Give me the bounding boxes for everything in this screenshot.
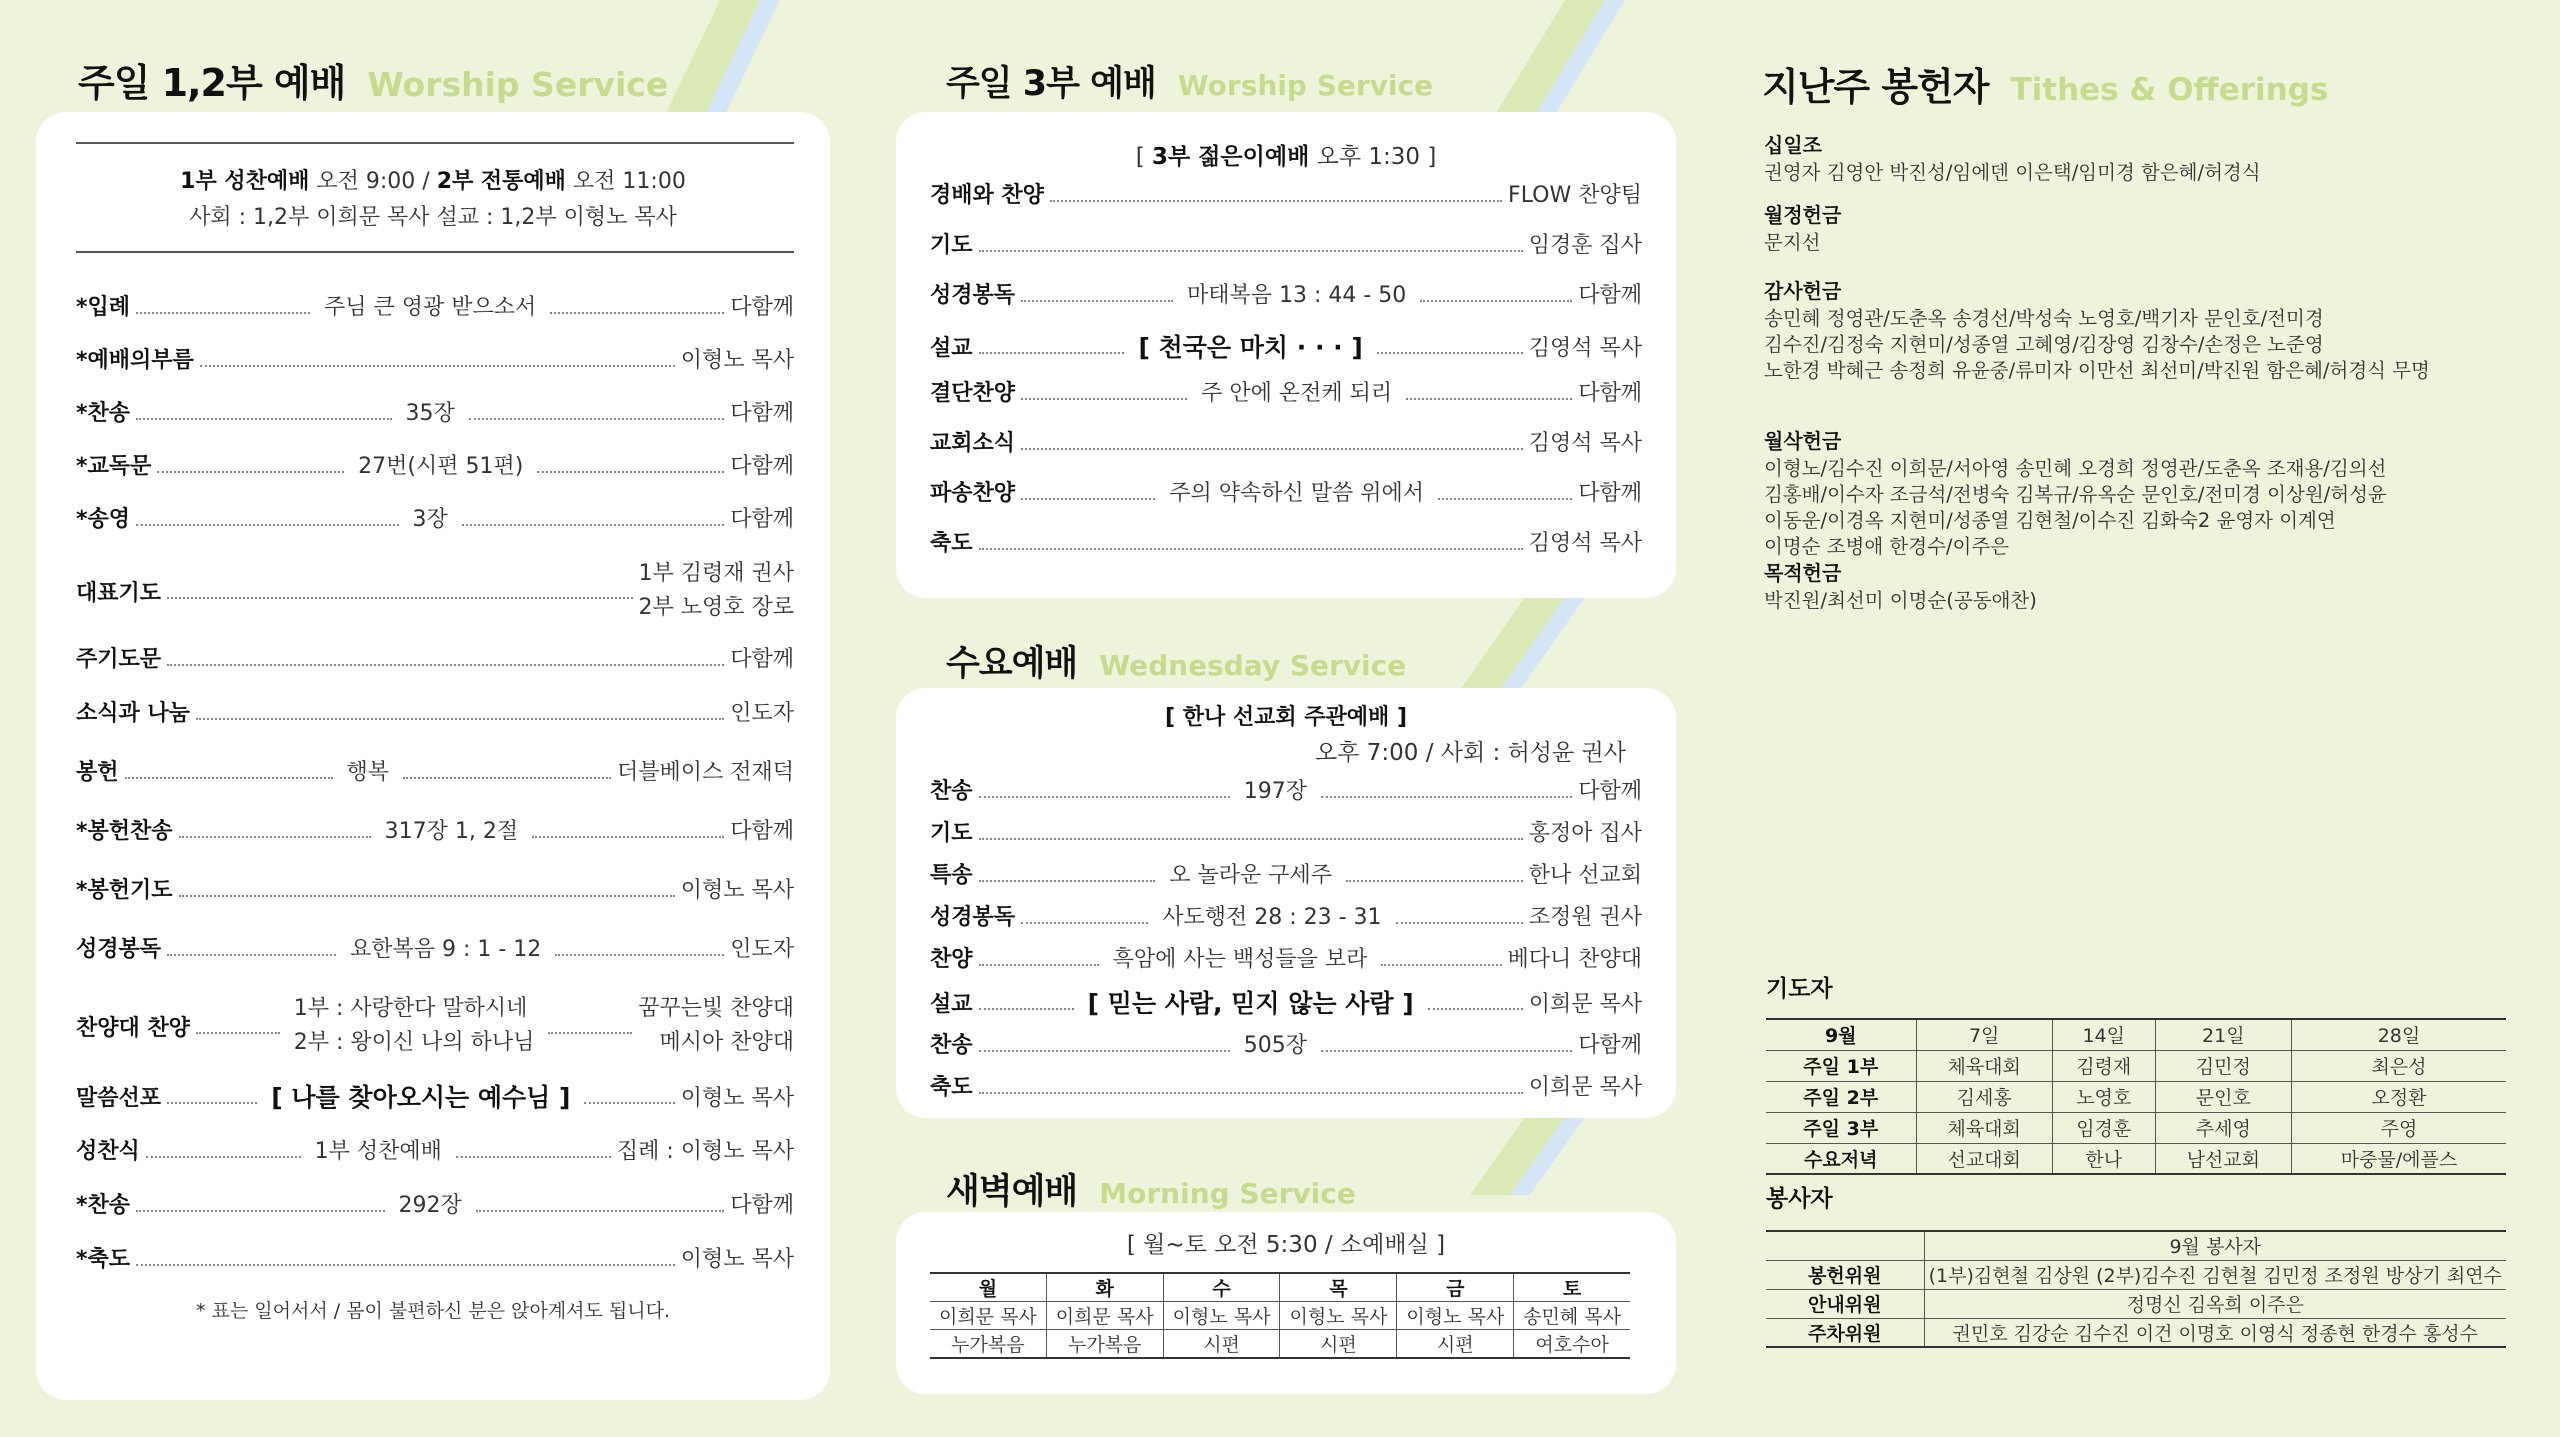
program-label: 성경봉독 — [930, 283, 1016, 308]
program-content: 오 놀라운 구세주 — [1169, 863, 1333, 888]
program-row — [930, 816, 1642, 847]
worship-12-card — [36, 112, 830, 1400]
morning-day-cell: 금 — [1397, 1273, 1514, 1302]
offering-group — [1764, 132, 2261, 186]
program-label: 경배와 찬양 — [930, 183, 1044, 208]
program-label: 주기도문 — [76, 647, 162, 672]
program-leader-two-line — [638, 992, 794, 1060]
leader-dots — [979, 1006, 1074, 1010]
program-leader: 김영석 목사 — [1528, 531, 1642, 556]
offering-names: 이형노/김수진 이희문/서아영 송민혜 오경희 정영관/도춘옥 조재용/김의선 — [1764, 457, 2387, 480]
leader-dots — [196, 1030, 280, 1034]
offering-names: 권영자 김영안 박진성/임에덴 이은택/임미경 함은혜/허경식 — [1764, 161, 2261, 184]
leader-dots — [146, 1154, 301, 1158]
program-row — [76, 449, 794, 480]
program-leader: FLOW 찬양팀 — [1508, 183, 1642, 208]
worship-12-leaders: 사회 : 1,2부 이희문 목사 설교 : 1,2부 이형노 목사 — [189, 205, 677, 230]
program-row — [930, 228, 1642, 259]
program-leader: 인도자 — [730, 937, 795, 962]
leader-dots — [157, 469, 344, 473]
program-leader: 한나 선교회 — [1528, 863, 1643, 888]
leader-dots — [476, 1208, 724, 1212]
leader-dots — [167, 952, 336, 956]
servant-cell: 봉헌위원 — [1766, 1260, 1924, 1289]
prayer-cell: 노영호 — [2052, 1081, 2155, 1112]
program-row — [930, 858, 1642, 889]
offering-names: 김수진/김정숙 지현미/성종열 고혜영/김장영 김창수/손정은 노준영 — [1764, 333, 2324, 356]
program-row — [930, 328, 1642, 364]
prayer-cell: 체육대회 — [1916, 1112, 2052, 1143]
offering-type: 월정헌금 — [1764, 203, 1842, 227]
program-content: 35장 — [405, 401, 455, 426]
program-leader: 홍정아 집사 — [1528, 821, 1642, 846]
program-label: 파송찬양 — [930, 481, 1016, 506]
worship-12-time-header — [36, 164, 830, 195]
leader-dots — [979, 1048, 1230, 1052]
program-row — [76, 992, 794, 1060]
program-label: 찬양 — [930, 947, 973, 972]
program-leader: 김영석 목사 — [1528, 431, 1642, 456]
program-leader: 다함께 — [1578, 779, 1642, 804]
program-label: 성찬식 — [76, 1139, 140, 1164]
program-content: 주 안에 온전케 되리 — [1201, 381, 1393, 406]
program-label: 소식과 나눔 — [76, 701, 190, 726]
program-label: *봉헌찬송 — [76, 819, 173, 844]
program-label: *입례 — [76, 295, 131, 320]
program-leader: 임경훈 집사 — [1528, 233, 1642, 258]
program-label: *찬송 — [76, 401, 131, 426]
prayer-cell: 주일 3부 — [1766, 1112, 1916, 1143]
servants-title: 봉사자 — [1766, 1186, 1833, 1212]
program-content: 2부 : 왕이신 나의 하나님 — [293, 1030, 535, 1055]
leader-dots — [200, 363, 675, 367]
program-row — [930, 774, 1642, 805]
program-leader: 이형노 목사 — [680, 348, 794, 373]
program-leader: 이형노 목사 — [680, 1085, 795, 1111]
section-title-offerings — [1762, 56, 2328, 111]
program-leader: 다함께 — [1578, 283, 1642, 308]
offering-type: 십일조 — [1764, 133, 1822, 157]
servant-header: 9월 봉사자 — [1924, 1231, 2506, 1260]
prayer-cell: 주영 — [2291, 1112, 2506, 1143]
program-label: 축도 — [930, 1075, 973, 1100]
program-label: 성경봉독 — [930, 905, 1016, 930]
servant-cell: 권민호 김강순 김수진 이건 이명호 이영식 정종현 한경수 홍성수 — [1924, 1318, 2506, 1347]
program-label: *예배의부름 — [76, 348, 194, 373]
header-segment: [ — [1135, 144, 1152, 170]
program-leader: 꿈꾸는빛 찬양대 — [638, 996, 794, 1021]
program-label: *교독문 — [76, 454, 152, 479]
program-leader: 2부 노영호 장로 — [638, 595, 794, 620]
leader-dots — [979, 248, 1523, 252]
prayer-cell: 선교대회 — [1916, 1143, 2052, 1174]
program-leader: 1부 김령재 권사 — [638, 561, 794, 586]
program-leader: 다함께 — [730, 454, 794, 479]
header-segment: 오전 9:00 / — [309, 169, 437, 194]
program-row — [76, 755, 794, 786]
morning-book-cell: 누가복음 — [1046, 1330, 1163, 1359]
prayer-cell: 남선교회 — [2155, 1143, 2291, 1174]
program-row — [930, 526, 1642, 557]
leader-dots — [1406, 396, 1572, 400]
program-content: 317장 1, 2절 — [384, 819, 519, 844]
offering-names: 김홍배/이수자 조금석/전병숙 김복규/유옥순 문인호/전미경 이상원/허성윤 — [1764, 483, 2387, 506]
leader-dots — [979, 878, 1156, 882]
program-label: 대표기도 — [76, 580, 162, 606]
program-leader: 다함께 — [1578, 381, 1642, 406]
leader-dots — [179, 834, 371, 838]
program-leader: 다함께 — [730, 1193, 794, 1218]
program-row — [76, 932, 794, 963]
program-row — [930, 1070, 1642, 1101]
section-title-wednesday — [946, 636, 1406, 686]
wednesday-card — [896, 688, 1676, 1118]
program-label: 설교 — [930, 991, 973, 1017]
program-label: 축도 — [930, 531, 973, 556]
section-title-ko: 지난주 봉헌자 — [1762, 65, 1989, 109]
morning-schedule-table — [930, 1272, 1630, 1359]
program-label: 찬송 — [930, 779, 973, 804]
program-row — [76, 396, 794, 427]
section-title-ko: 새벽예배 — [946, 1172, 1078, 1212]
leader-dots — [179, 893, 675, 897]
program-label: 설교 — [930, 335, 973, 361]
leader-dots — [979, 350, 1125, 354]
program-leader: 집례 : 이형노 목사 — [616, 1139, 794, 1164]
sermon-title: [ 천국은 마치 · · · ] — [1138, 333, 1363, 362]
section-title-en: Worship Service — [367, 65, 669, 104]
leader-dots — [979, 1090, 1523, 1094]
program-row — [76, 1242, 794, 1273]
worship-3-card — [896, 112, 1676, 598]
program-content: 사도행전 28 : 23 - 31 — [1162, 905, 1382, 930]
offering-type: 월삭헌금 — [1764, 429, 1842, 453]
program-label: 기도 — [930, 233, 973, 258]
program-content: 3장 — [412, 507, 448, 532]
program-row — [76, 343, 794, 374]
prayer-cell: 문인호 — [2155, 1081, 2291, 1112]
prayer-cell: 추세영 — [2155, 1112, 2291, 1143]
section-title-worship-3 — [946, 56, 1433, 106]
program-leader: 다함께 — [730, 295, 794, 320]
morning-card — [896, 1212, 1676, 1394]
program-leader: 이희문 목사 — [1528, 1075, 1642, 1100]
leader-dots — [979, 794, 1230, 798]
program-label: 특송 — [930, 863, 973, 888]
program-leader: 다함께 — [1578, 481, 1643, 506]
leader-dots — [1396, 920, 1523, 924]
program-label: 말씀선포 — [76, 1085, 162, 1111]
section-title-ko: 주일 3부 예배 — [946, 64, 1156, 104]
offering-names: 이동운/이경옥 지현미/성종열 김현철/이수진 김화숙2 윤영자 이계연 — [1764, 509, 2336, 532]
section-title-ko: 수요예배 — [946, 644, 1078, 684]
program-row — [930, 426, 1642, 457]
program-leader: 다함께 — [730, 507, 794, 532]
program-leader: 다함께 — [730, 647, 794, 672]
leader-dots — [555, 952, 724, 956]
servant-cell: 안내위원 — [1766, 1289, 1924, 1318]
morning-book-cell: 여호수아 — [1514, 1330, 1630, 1359]
leader-dots — [125, 775, 333, 779]
offering-type: 목적헌금 — [1764, 561, 1842, 585]
leader-dots — [1021, 446, 1523, 450]
program-content: 1부 : 사랑한다 말하시네 — [293, 996, 528, 1021]
leader-dots — [196, 716, 724, 720]
program-row — [76, 814, 794, 845]
program-row — [76, 557, 794, 625]
morning-leader-cell: 이형노 목사 — [1280, 1302, 1397, 1330]
servant-header-blank — [1766, 1231, 1924, 1260]
program-row — [76, 502, 794, 533]
leader-dots — [167, 662, 724, 666]
program-leader: 다함께 — [1578, 1033, 1642, 1058]
program-row — [76, 696, 794, 727]
prayer-cell: 김령재 — [2052, 1050, 2155, 1081]
offering-names: 박진원/최선미 이명순(공동애찬) — [1764, 589, 2037, 612]
morning-book-cell: 시편 — [1397, 1330, 1514, 1359]
wednesday-header-title: [ 한나 선교회 주관예배 ] — [1164, 705, 1407, 730]
header-segment: 오후 1:30 ] — [1309, 144, 1437, 170]
leader-dots — [1321, 1048, 1572, 1052]
program-label: 찬송 — [930, 1033, 973, 1058]
program-label: 찬양대 찬양 — [76, 1015, 190, 1041]
morning-leader-cell: 이희문 목사 — [1046, 1302, 1163, 1330]
program-row — [930, 376, 1642, 407]
leader-dots — [1321, 794, 1572, 798]
program-leader: 이희문 목사 — [1528, 991, 1643, 1017]
program-row — [76, 642, 794, 673]
prayer-table — [1766, 1018, 2506, 1175]
prayer-cell: 주일 2부 — [1766, 1081, 1916, 1112]
program-label: 기도 — [930, 821, 973, 846]
divider — [76, 142, 794, 144]
program-leader-two-line — [639, 557, 795, 625]
offering-type: 감사헌금 — [1764, 279, 1842, 303]
divider — [76, 251, 794, 253]
leader-dots — [136, 416, 391, 420]
leader-dots — [979, 836, 1523, 840]
program-leader: 김영석 목사 — [1528, 335, 1643, 361]
prayer-header-cell: 14일 — [2052, 1019, 2155, 1050]
prayer-header-cell: 21일 — [2155, 1019, 2291, 1050]
prayer-cell: 체육대회 — [1916, 1050, 2052, 1081]
leader-dots — [550, 310, 724, 314]
morning-book-cell: 누가복음 — [930, 1330, 1046, 1359]
program-row — [930, 942, 1642, 973]
morning-day-cell: 화 — [1046, 1273, 1163, 1302]
program-leader: 다함께 — [730, 401, 794, 426]
program-label: 성경봉독 — [76, 937, 162, 962]
section-title-en: Wednesday Service — [1099, 649, 1407, 682]
leader-dots — [136, 522, 398, 526]
program-leader: 이형노 목사 — [680, 878, 794, 903]
program-row — [76, 290, 794, 321]
program-leader: 조정원 권사 — [1528, 905, 1642, 930]
servant-cell: 정명신 김옥희 이주은 — [1924, 1289, 2506, 1318]
program-content: 마태복음 13 : 44 - 50 — [1186, 283, 1407, 308]
program-content: 요한복음 9 : 1 - 12 — [349, 937, 542, 962]
leader-dots — [136, 1208, 384, 1212]
program-row — [930, 984, 1642, 1020]
program-row — [76, 1078, 794, 1114]
leader-dots — [1021, 920, 1148, 924]
offering-names: 노한경 박혜근 송정희 유윤중/류미자 이만선 최선미/박진원 함은혜/허경식 무명 — [1764, 359, 2430, 382]
program-row — [76, 1188, 794, 1219]
header-segment: 1부 성찬예배 — [180, 169, 310, 194]
leader-dots — [1381, 962, 1501, 966]
offering-group — [1764, 278, 2430, 384]
program-row — [930, 476, 1642, 507]
leader-dots — [403, 775, 611, 779]
leader-dots — [1346, 878, 1523, 882]
program-row — [930, 1028, 1642, 1059]
leader-dots — [456, 1154, 611, 1158]
leader-dots — [469, 416, 724, 420]
program-leader: 다함께 — [730, 819, 795, 844]
program-row — [930, 278, 1642, 309]
servants-table — [1766, 1230, 2506, 1348]
program-label: 결단찬양 — [930, 381, 1016, 406]
servant-cell: 주차위원 — [1766, 1318, 1924, 1347]
leader-dots — [1021, 396, 1187, 400]
leader-dots — [537, 469, 724, 473]
program-label: *송영 — [76, 507, 131, 532]
header-segment: 3부 젊은이예배 — [1151, 144, 1310, 170]
leader-dots — [1438, 496, 1572, 500]
leader-dots — [1428, 1006, 1523, 1010]
offering-names: 문지선 — [1764, 231, 1821, 254]
prayer-cell: 임경훈 — [2052, 1112, 2155, 1143]
prayer-header-cell: 9월 — [1766, 1019, 1916, 1050]
program-leader: 베다니 찬양대 — [1507, 947, 1643, 972]
leader-dots — [584, 1100, 674, 1104]
program-content: 27번(시편 51편) — [358, 454, 524, 479]
prayer-cell: 오정환 — [2291, 1081, 2506, 1112]
morning-book-cell: 시편 — [1280, 1330, 1397, 1359]
wednesday-time: 오후 7:00 / 사회 : 허성윤 권사 — [1315, 740, 1626, 766]
program-label: *축도 — [76, 1247, 131, 1272]
prayer-cell: 수요저녁 — [1766, 1143, 1916, 1174]
program-content-two-line — [286, 992, 543, 1060]
morning-leader-cell: 이형노 목사 — [1163, 1302, 1280, 1330]
program-content: 505장 — [1243, 1033, 1307, 1058]
program-row — [930, 900, 1642, 931]
program-label: 봉헌 — [76, 760, 119, 785]
program-content: 주님 큰 영광 받으소서 — [324, 295, 537, 320]
program-content: 292장 — [398, 1193, 462, 1218]
program-leader: 더블베이스 전재덕 — [617, 760, 795, 785]
section-title-en: Worship Service — [1177, 69, 1434, 102]
prayer-cell: 김민정 — [2155, 1050, 2291, 1081]
program-leader: 인도자 — [730, 701, 794, 726]
prayer-cell: 한나 — [2052, 1143, 2155, 1174]
section-title-ko: 주일 1,2부 예배 — [78, 61, 346, 105]
leader-dots — [1050, 198, 1502, 202]
program-content: 흑암에 사는 백성들을 보라 — [1112, 947, 1368, 972]
leader-dots — [548, 1030, 632, 1034]
leader-dots — [1420, 298, 1572, 302]
program-row — [76, 1134, 794, 1165]
wednesday-header — [896, 700, 1676, 731]
prayer-cell: 마중물/에플스 — [2291, 1143, 2506, 1174]
leader-dots — [1021, 496, 1155, 500]
morning-day-cell: 월 — [930, 1273, 1046, 1302]
program-leader: 메시아 찬양대 — [659, 1030, 794, 1055]
prayer-cell: 김세홍 — [1916, 1081, 2052, 1112]
morning-book-cell: 시편 — [1163, 1330, 1280, 1359]
program-label: *봉헌기도 — [76, 878, 173, 903]
program-content: 1부 성찬예배 — [314, 1139, 442, 1164]
program-content: 주의 약속하신 말씀 위에서 — [1169, 481, 1425, 506]
program-content: 197장 — [1243, 779, 1307, 804]
program-label: *찬송 — [76, 1193, 131, 1218]
program-row — [76, 873, 794, 904]
prayer-header-cell: 28일 — [2291, 1019, 2506, 1050]
leader-dots — [462, 522, 724, 526]
leader-dots — [136, 1262, 675, 1266]
sermon-title: [ 나를 찾아오시는 예수님 ] — [271, 1083, 571, 1112]
morning-day-cell: 수 — [1163, 1273, 1280, 1302]
standing-note: * 표는 일어서서 / 몸이 불편하신 분은 앉아계셔도 됩니다. — [195, 1300, 671, 1322]
section-title-morning — [946, 1164, 1356, 1214]
section-title-en: Morning Service — [1099, 1177, 1356, 1210]
morning-leader-cell: 이희문 목사 — [930, 1302, 1046, 1330]
leader-dots — [1377, 350, 1523, 354]
offering-names: 이명순 조병애 한경수/이주은 — [1764, 535, 2010, 558]
section-title-worship-12 — [78, 52, 668, 107]
program-row — [930, 178, 1642, 209]
morning-leader-cell: 송민혜 목사 — [1514, 1302, 1630, 1330]
leader-dots — [167, 595, 632, 599]
program-label: 교회소식 — [930, 431, 1016, 456]
header-segment: 오전 11:00 — [565, 169, 686, 194]
offering-group — [1764, 560, 2037, 614]
worship-3-time-header — [896, 138, 1676, 171]
leader-dots — [167, 1100, 257, 1104]
offering-group — [1764, 428, 2387, 560]
leader-dots — [979, 962, 1099, 966]
leader-dots — [979, 546, 1523, 550]
morning-day-cell: 토 — [1514, 1273, 1630, 1302]
sermon-title: [ 믿는 사람, 믿지 않는 사람 ] — [1087, 989, 1414, 1018]
program-leader: 이형노 목사 — [680, 1247, 794, 1272]
prayer-cell: 주일 1부 — [1766, 1050, 1916, 1081]
leader-dots — [532, 834, 724, 838]
morning-day-cell: 목 — [1280, 1273, 1397, 1302]
header-segment: 2부 전통예배 — [436, 169, 566, 194]
section-title-en: Tithes & Offerings — [2010, 72, 2329, 108]
prayer-title: 기도자 — [1766, 976, 1833, 1002]
leader-dots — [1021, 298, 1173, 302]
prayer-cell: 최은성 — [2291, 1050, 2506, 1081]
morning-leader-cell: 이형노 목사 — [1397, 1302, 1514, 1330]
offering-group — [1764, 202, 1841, 256]
program-content: 행복 — [346, 760, 390, 785]
offering-names: 송민혜 정영관/도춘옥 송경선/박성숙 노영호/백기자 문인호/전미경 — [1764, 307, 2324, 330]
servant-cell: (1부)김현철 김상원 (2부)김수진 김현철 김민정 조정원 방상기 최연수 — [1924, 1260, 2506, 1289]
leader-dots — [136, 310, 310, 314]
prayer-header-cell: 7일 — [1916, 1019, 2052, 1050]
morning-header: [ 월~토 오전 5:30 / 소예배실 ] — [1126, 1232, 1446, 1258]
